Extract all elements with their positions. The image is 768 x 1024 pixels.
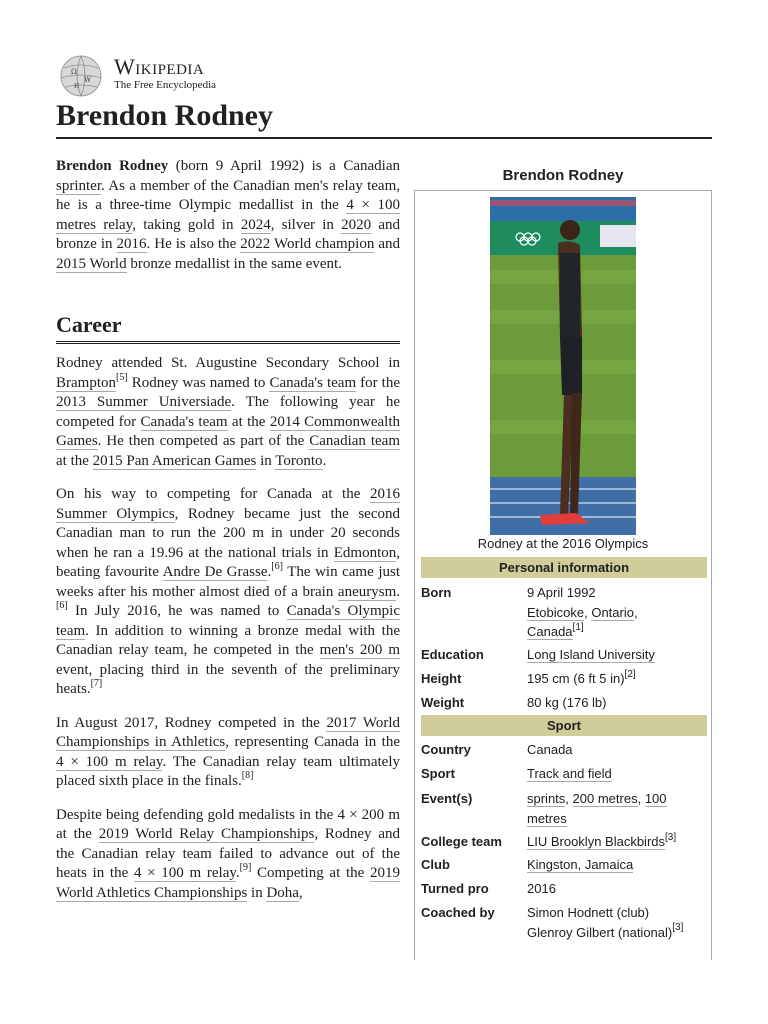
- text: . He is also the: [146, 236, 241, 252]
- link-canadas-olympic-team[interactable]: Canada's Olympic team: [56, 603, 400, 639]
- value-college-team: [527, 832, 707, 852]
- wikipedia-tagline: The Free Encyclopedia: [114, 79, 217, 91]
- text: .: [322, 452, 327, 469]
- career-section-header: [56, 312, 400, 344]
- reference[interactable]: [672, 922, 683, 933]
- link-kingston-jamaica[interactable]: Kingston, Jamaica: [527, 857, 634, 872]
- infobox-title: Brendon Rodney: [502, 167, 624, 184]
- text: , silver in: [270, 216, 342, 233]
- value-sport: [527, 764, 707, 784]
- link-ontario[interactable]: Ontario: [591, 604, 634, 620]
- label-weight: Weight: [421, 695, 465, 710]
- reference-link[interactable]: [6]: [271, 561, 283, 572]
- label-coached-by: Coached by: [421, 905, 495, 920]
- link-2019-world-athletics-championships[interactable]: 2019 World Athletics Championships: [56, 865, 400, 901]
- reference-link[interactable]: [2]: [624, 668, 636, 680]
- reference-link[interactable]: [3]: [672, 922, 684, 934]
- reference[interactable]: [116, 372, 128, 383]
- text: , Rodney and the Canadian relay team failed to advance out of the heats in the: [56, 826, 400, 881]
- link-aneurysm[interactable]: aneurysm: [337, 583, 397, 600]
- reference-link[interactable]: [5]: [116, 371, 128, 383]
- reference-link[interactable]: [3]: [665, 831, 677, 843]
- section-heading-career: Career: [56, 312, 400, 344]
- link-edmonton[interactable]: Edmonton: [333, 544, 397, 561]
- text: ,: [298, 884, 303, 901]
- label-born: Born: [421, 585, 452, 600]
- reference-link[interactable]: [9]: [239, 862, 252, 873]
- text: at the: [56, 452, 93, 469]
- athlete-photo[interactable]: [490, 197, 636, 535]
- link-4x100-relay[interactable]: 4 × 100 metres relay: [56, 197, 400, 233]
- link-2013-universiade[interactable]: 2013 Summer Universiade: [56, 394, 232, 410]
- reference-link[interactable]: [7]: [90, 678, 103, 689]
- reference-link[interactable]: [8]: [241, 770, 254, 781]
- link-2014-commonwealth-games[interactable]: 2014 Commonwealth Games: [56, 413, 400, 449]
- text: ,: [565, 791, 573, 806]
- label-events: Event(s): [421, 791, 473, 806]
- text: .: [396, 583, 400, 600]
- value-turned-pro: 2016: [527, 881, 556, 896]
- link-200-metres[interactable]: 200 metres: [572, 791, 638, 806]
- text: Rodney attended St. Augustine Secondary School in: [56, 355, 400, 371]
- text: .: [267, 564, 272, 580]
- link-liu-brooklyn-blackbirds[interactable]: LIU Brooklyn Blackbirds: [527, 834, 665, 849]
- link-canadas-team[interactable]: Canada's team: [269, 374, 357, 391]
- link-toronto[interactable]: Toronto: [275, 452, 323, 469]
- link-track-and-field[interactable]: Track and field: [527, 766, 612, 781]
- lead-paragraph: [56, 157, 400, 274]
- wikipedia-globe-logo[interactable]: [56, 54, 106, 98]
- subject-name: Brendon Rodney: [56, 158, 169, 174]
- reference[interactable]: [573, 622, 584, 633]
- text: , representing Canada in the: [225, 734, 401, 750]
- section-personal-information: Personal information: [421, 557, 707, 578]
- link-2017-world-championships[interactable]: 2017 World Championships in Athletics: [56, 714, 400, 750]
- coach-national: Glenroy Gilbert (national): [527, 924, 673, 940]
- text: in: [247, 884, 267, 901]
- text: . He then competed as part of the: [97, 433, 310, 449]
- text: .: [235, 865, 240, 881]
- value-height: [527, 669, 707, 689]
- svg-text:И: И: [74, 83, 80, 90]
- text: . As a member of the Canadian men's relay team, he is a three-time Olympic medallist in the: [56, 177, 400, 213]
- text: (born 9 April 1992) is a Canadian: [168, 158, 400, 174]
- link-2016[interactable]: 2016: [116, 236, 147, 252]
- title-divider: [56, 137, 712, 139]
- section-sport: Sport: [421, 715, 707, 736]
- label-country: Country: [421, 742, 471, 757]
- svg-text:W: W: [84, 76, 92, 84]
- text: Competing at the: [251, 865, 370, 881]
- career-paragraph-2: [56, 485, 400, 700]
- text: . In addition to winning a bronze medal with the Canadian relay team, he competed in the: [56, 622, 400, 658]
- value-events: [527, 789, 707, 828]
- svg-text:Ω: Ω: [71, 68, 77, 76]
- value-education: [527, 645, 707, 665]
- text: ,: [584, 604, 592, 620]
- text: in: [256, 452, 276, 469]
- reference-link[interactable]: [6]: [56, 600, 68, 611]
- value-club: [527, 855, 707, 875]
- text: bronze medallist in the same event.: [126, 255, 342, 272]
- text: ,: [637, 791, 645, 806]
- link-2015-world[interactable]: 2015 World: [56, 255, 127, 272]
- link-canadian-team[interactable]: Canadian team: [309, 433, 400, 449]
- text: The win came just weeks after his mother almost died of a brain: [56, 564, 400, 600]
- height-text: 195 cm (6 ft 5 in): [527, 671, 625, 686]
- text: , taking gold in: [132, 216, 241, 233]
- text: , Rodney became just the second Canadian man to run the 200 m in under 20 seconds when he ran a 19.96 at the national trials in: [56, 505, 400, 561]
- text: for the: [356, 374, 401, 391]
- text: On his way to competing for Canada at the: [56, 486, 370, 502]
- text: and bronze in: [56, 216, 400, 252]
- link-brampton[interactable]: Brampton: [56, 374, 116, 391]
- text: . The Canadian relay team ultimately placed sixth place in the finals.: [56, 753, 400, 789]
- text: ,: [633, 604, 638, 620]
- link-100-metres[interactable]: 100 metres: [527, 791, 667, 826]
- link-andre-de-grasse[interactable]: Andre De Grasse: [162, 564, 268, 580]
- infobox: [414, 190, 712, 960]
- link-2016-summer-olympics[interactable]: 2016 Summer Olympics: [56, 486, 400, 522]
- link-sprinter[interactable]: sprinter: [56, 177, 101, 194]
- reference[interactable]: [625, 669, 636, 680]
- text: In August 2017, Rodney competed in the: [56, 714, 327, 731]
- label-sport: Sport: [421, 766, 455, 781]
- value-coached-by: [527, 903, 707, 942]
- born-date: 9 April 1992: [527, 585, 596, 600]
- link-2022-world-champion[interactable]: 2022 World champion: [240, 236, 375, 252]
- reference[interactable]: [271, 561, 283, 572]
- label-club: Club: [421, 857, 450, 872]
- reference[interactable]: [91, 678, 103, 689]
- value-born: [527, 583, 707, 642]
- label-education: Education: [421, 647, 484, 662]
- link-etobicoke[interactable]: Etobicoke: [527, 604, 585, 620]
- career-paragraph-1: [56, 354, 400, 471]
- link-4x100m-relay[interactable]: 4 × 100 m relay: [133, 865, 236, 881]
- text: and: [374, 236, 400, 252]
- wikipedia-wordmark[interactable]: Wikipedia: [114, 54, 205, 79]
- reference-link[interactable]: [1]: [572, 621, 584, 633]
- text: Despite being defending gold medalists in the 4 × 200 m at the: [56, 806, 400, 842]
- label-turned-pro: Turned pro: [421, 881, 489, 896]
- link-4x100m-relay[interactable]: 4 × 100 m relay: [56, 753, 163, 770]
- text: at the: [227, 413, 270, 430]
- value-country: Canada: [527, 742, 573, 757]
- link-mens-200m[interactable]: men's 200 m: [319, 642, 400, 658]
- link-canada[interactable]: Canada: [527, 624, 573, 639]
- link-2019-world-relay-championships[interactable]: 2019 World Relay Championships: [98, 826, 315, 842]
- text: , beating favourite: [56, 544, 400, 580]
- link-doha[interactable]: Doha: [266, 884, 299, 901]
- reference[interactable]: [665, 832, 676, 843]
- link-canadas-team[interactable]: Canada's team: [140, 413, 228, 430]
- label-height: Height: [421, 671, 462, 686]
- value-weight: 80 kg (176 lb): [527, 695, 607, 710]
- article-body: [56, 157, 400, 917]
- link-2020[interactable]: 2020: [341, 216, 372, 233]
- reference[interactable]: [56, 600, 68, 611]
- text: event, placing third in the seventh of the preliminary heats.: [56, 661, 400, 697]
- link-2024[interactable]: 2024: [240, 216, 271, 233]
- page-title: Brendon Rodney: [56, 99, 274, 132]
- text: Rodney was named to: [127, 374, 270, 391]
- coach-club: Simon Hodnett (club): [527, 905, 650, 920]
- link-sprints[interactable]: sprints: [527, 791, 566, 806]
- reference[interactable]: [242, 770, 254, 781]
- link-long-island-university[interactable]: Long Island University: [527, 647, 655, 662]
- text: . The following year he competed for: [56, 394, 400, 430]
- label-college-team: College team: [421, 834, 502, 849]
- link-2015-pan-american-games[interactable]: 2015 Pan American Games: [92, 452, 257, 469]
- reference[interactable]: [240, 862, 252, 873]
- career-paragraph-4: [56, 806, 400, 904]
- photo-caption: Rodney at the 2016 Olympics: [477, 536, 649, 551]
- text: In July 2016, he was named to: [67, 603, 287, 619]
- career-paragraph-3: [56, 714, 400, 792]
